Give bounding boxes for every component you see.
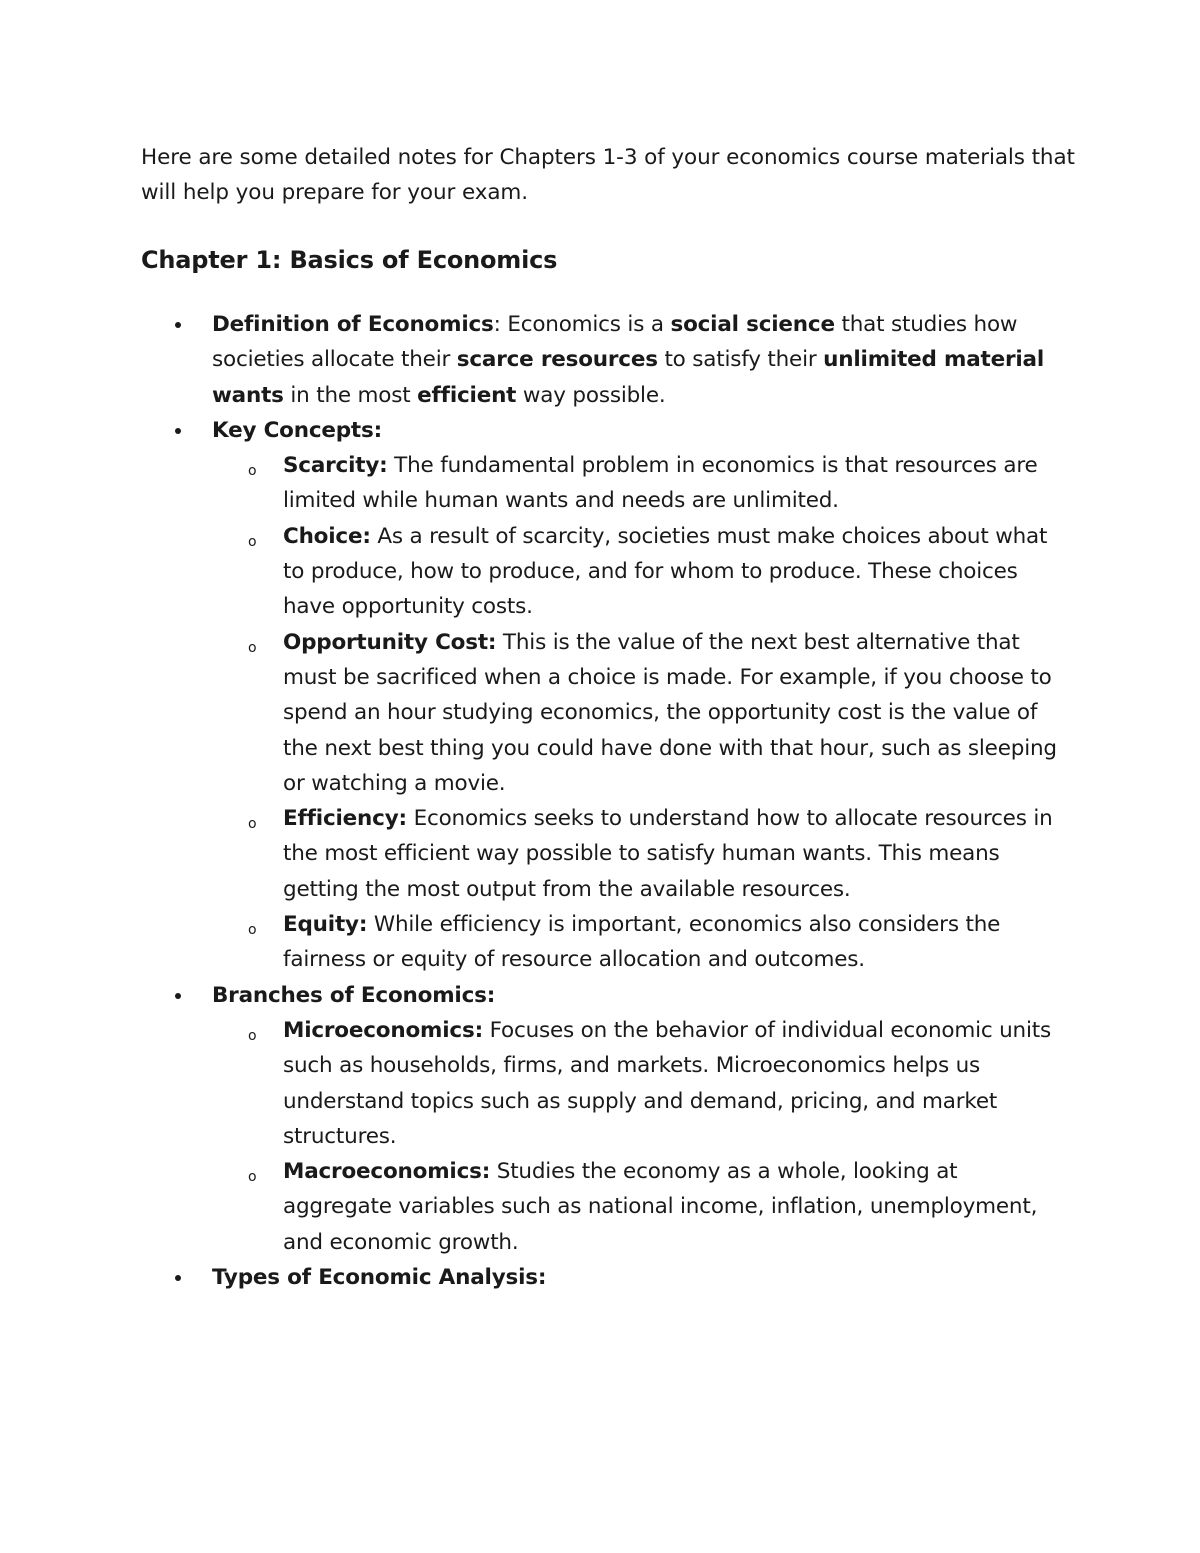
efficiency-text: Economics seeks to understand how to allocate resources in the most efficient way possible to satisfy human wants. This means getting the most output from the available resources. <box>283 806 1053 902</box>
circle-bullet-icon: o <box>248 1169 257 1186</box>
microeconomics-text: Focuses on the behavior of individual economic units such as households, firms, and markets. Microeconomics helps us understand topics such as supply and demand, pricing, and market structures. <box>283 1017 1051 1149</box>
branches-heading: Branches of Economics: <box>212 982 496 1008</box>
disc-bullet-icon <box>175 322 181 328</box>
list-item-types <box>212 1260 1072 1295</box>
efficiency-term: Efficiency: <box>283 806 407 832</box>
chapter-1-heading: Chapter 1: Basics of Economics <box>141 246 558 274</box>
macroeconomics-term: Macroeconomics: <box>283 1159 491 1185</box>
scarcity-term: Scarcity: <box>283 453 388 479</box>
branches-sublist <box>212 1013 1072 1260</box>
disc-bullet-icon <box>175 993 181 999</box>
microeconomics-term: Microeconomics: <box>283 1017 483 1043</box>
definition-bold-unlimited-wants: unlimited material wants <box>212 347 1045 408</box>
sub-item-microeconomics <box>248 1013 1072 1154</box>
circle-bullet-icon: o <box>248 463 257 480</box>
disc-bullet-icon <box>175 1275 181 1281</box>
intro-paragraph: Here are some detailed notes for Chapters 1-3 of your economics course materials that will help you prepare for your exam. <box>141 145 1075 206</box>
circle-bullet-icon: o <box>248 639 257 656</box>
definition-term: Definition of Economics <box>212 312 494 337</box>
sub-item-macroeconomics <box>248 1154 1072 1260</box>
disc-bullet-icon <box>175 428 181 434</box>
key-concepts-heading: Key Concepts: <box>212 417 383 443</box>
circle-bullet-icon: o <box>248 1027 257 1044</box>
scarcity-text: The fundamental problem in economics is that resources are limited while human wants and needs are unlimited. <box>283 453 1038 514</box>
definition-text-1: Economics is a <box>500 312 671 337</box>
sub-item-efficiency <box>248 801 1072 907</box>
circle-bullet-icon: o <box>248 922 257 939</box>
definition-bold-efficient: efficient <box>417 382 517 408</box>
choice-term: Choice: <box>283 523 371 549</box>
chapter-1-list <box>212 307 1072 1295</box>
list-item-branches <box>212 978 1072 1260</box>
types-heading: Types of Economic Analysis: <box>212 1265 547 1291</box>
list-item-definition <box>212 307 1072 413</box>
equity-text: While efficiency is important, economics also considers the fairness or equity of resource allocation and outcomes. <box>283 912 1001 973</box>
circle-bullet-icon: o <box>248 816 257 833</box>
list-item-key-concepts <box>212 413 1072 978</box>
sub-item-scarcity <box>248 448 1072 519</box>
definition-text-4: in the most <box>283 382 418 408</box>
definition-text-3: to satisfy their <box>657 347 824 373</box>
sub-item-opportunity-cost <box>248 625 1072 801</box>
opportunity-cost-term: Opportunity Cost: <box>283 629 497 655</box>
equity-term: Equity: <box>283 912 368 938</box>
opportunity-cost-text: This is the value of the next best alternative that must be sacrificed when a choice is made. For example, if you choose to spend an hour studying economics, the opportunity cost is the value of the next best thing you could have done with that hour, such as sleeping or watching a movie. <box>283 629 1057 796</box>
definition-colon: : <box>493 312 501 337</box>
definition-bold-scarce-resources: scarce resources <box>456 347 658 373</box>
choice-text: As a result of scarcity, societies must make choices about what to produce, how to produce, and for whom to produce. These choices have opportunity costs. <box>283 523 1048 620</box>
circle-bullet-icon: o <box>248 533 257 550</box>
sub-item-choice <box>248 519 1072 625</box>
key-concepts-sublist <box>212 448 1072 977</box>
definition-text-5: way possible. <box>516 382 666 408</box>
definition-bold-social-science: social science <box>670 312 835 337</box>
macroeconomics-text: Studies the economy as a whole, looking at aggregate variables such as national income, inflation, unemployment, and economic growth. <box>283 1159 1038 1255</box>
definition-text-2: that studies how societies allocate their <box>212 312 1018 373</box>
sub-item-equity <box>248 907 1072 978</box>
